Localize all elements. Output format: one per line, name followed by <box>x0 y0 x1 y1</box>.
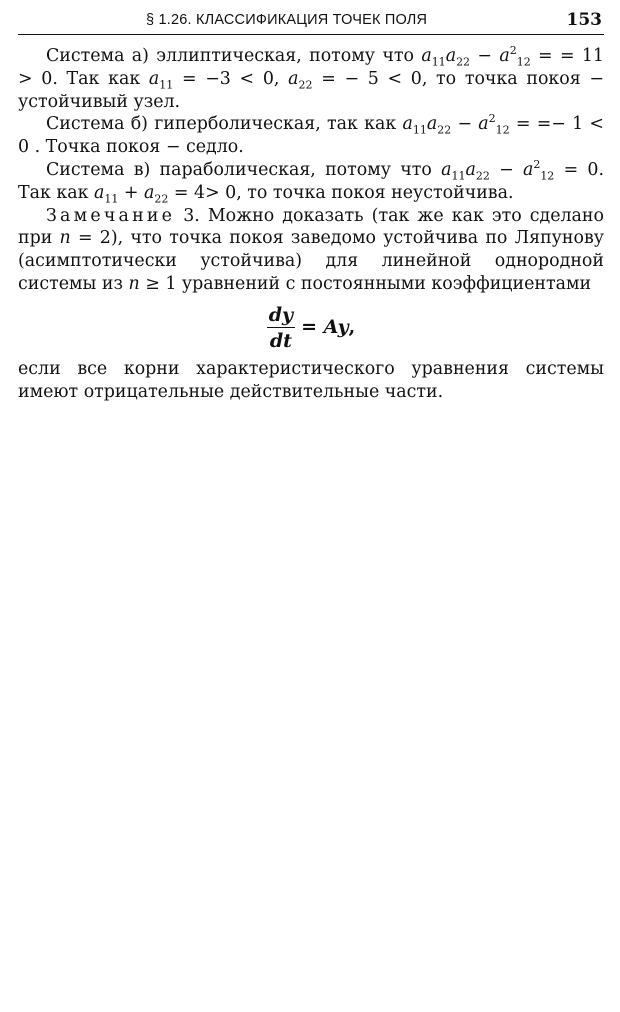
formula-rhs: = Ay, <box>301 316 356 339</box>
body-text <box>18 45 604 403</box>
page <box>18 8 604 403</box>
running-header <box>18 8 604 35</box>
running-title: § 1.26. КЛАССИФИКАЦИЯ ТОЧЕК ПОЛЯ <box>146 12 428 28</box>
formula-dy-dt <box>18 304 604 352</box>
page-number: 153 <box>566 10 602 30</box>
paragraph-system-b: Система б) гиперболическая, так как $a_{11}a_{22} - a^2_{12}$ = =− 1 < 0 . Точка покоя − седло. <box>18 112 604 158</box>
fraction <box>267 304 295 352</box>
paragraph-closing: если все корни характеристического уравнения системы имеют отрицательные действительные части. <box>18 358 604 402</box>
paragraph-remark: Замечание 3. Можно доказать (так же как это сделано при n = 2), что точка покоя заведомо устойчива по Ляпунову (асимптотически устойчива) для линейной однородной системы из n ≥ 1 уравнений с постоянными коэффициентами <box>18 205 604 294</box>
paragraph-system-a: Система а) эллиптическая, потому что $a_{11}a_{22} - a^2_{12}$ = = 11 > 0. Так как $a_{11} = -3 < 0$, $a_{22}$ = − 5 < 0, то точка покоя − устойчивый узел. <box>18 44 605 112</box>
fraction-denominator: dt <box>269 329 292 352</box>
remark-label: Замечание <box>46 205 176 226</box>
paragraph-system-c: Система в) параболическая, потому что $a_{11}a_{22} - a^2_{12} = 0$. Так как $a_{11} + a_{22} = 4> 0$, то точка покоя неустойчива. <box>18 158 604 206</box>
fraction-numerator: dy <box>268 303 294 326</box>
